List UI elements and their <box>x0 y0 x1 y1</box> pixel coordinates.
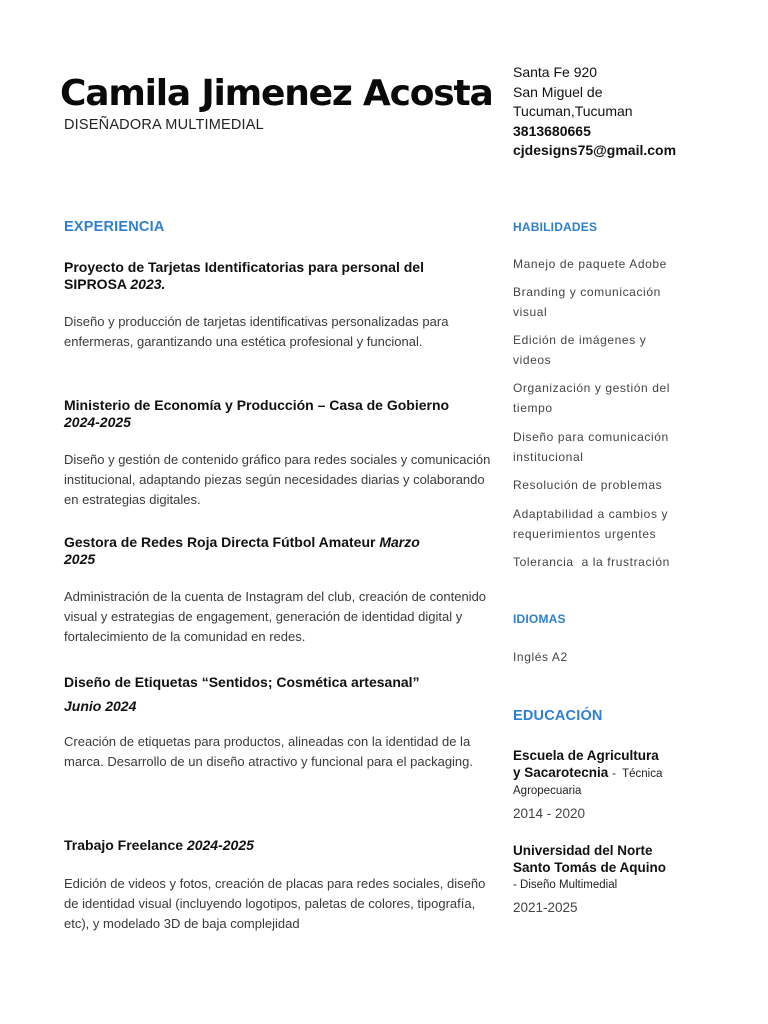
experience-description: Administración de la cuenta de Instagram del club, creación de contenido visual y estrategias de engagement, generación de identidad digital y fortalecimiento de la comunidad en redes. <box>64 589 487 644</box>
email-address: cjdesigns75@gmail.com <box>513 142 677 158</box>
experience-title-line: Trabajo Freelance <box>64 837 184 853</box>
address-line-2: San Miguel de <box>513 83 603 100</box>
experience-date: Junio 2024 <box>64 698 137 714</box>
contact-block <box>513 63 753 161</box>
address-line-3: Tucuman,Tucuman <box>513 103 633 119</box>
experience-title-line: Proyecto de Tarjetas Identificatorias para personal del <box>64 259 424 275</box>
experience-item <box>64 837 494 934</box>
experience-title-line: SIPROSA <box>64 276 127 292</box>
experience-description: Edición de videos y fotos, creación de placas para redes sociales, diseño de identidad visual (incluyendo logotipos, paletas de colores, tipografía, etc), y modelado 3D de baja complejidad <box>64 876 486 931</box>
experience-title <box>64 397 494 431</box>
experience-date: 2025 <box>64 551 96 567</box>
experience-date: 2024-2025 <box>64 414 131 430</box>
skill-item: Branding y comunicación visual <box>513 285 661 319</box>
experience-heading: EXPERIENCIA <box>64 219 165 235</box>
experience-item <box>64 534 494 647</box>
education-degree: Agropecuaria <box>513 785 582 797</box>
candidate-job-title: DISEÑADORA MULTIMEDIAL <box>64 117 264 133</box>
experience-title <box>64 259 494 293</box>
education-school-line: Universidad del Norte <box>513 843 653 858</box>
experience-date: 2023. <box>130 276 166 292</box>
skill-item: Resolución de problemas <box>513 478 663 492</box>
experience-description: Diseño y gestión de contenido gráfico para redes sociales y comunicación institucional, adaptando piezas según necesidades diarias y colaborando en estrategias digitales. <box>64 452 491 507</box>
experience-description: Diseño y producción de tarjetas identificativas personalizadas para enfermeras, garantizando una estética profesional y funcional. <box>64 314 449 349</box>
education-school-line: Santo Tomás de Aquino <box>513 860 667 875</box>
education-years: 2014 - 2020 <box>513 806 586 821</box>
experience-date: Marzo <box>379 534 420 550</box>
skill-item: Edición de imágenes y videos <box>513 333 647 367</box>
skills-heading: HABILIDADES <box>513 220 598 234</box>
education-school-line: y Sacarotecnia <box>513 765 609 780</box>
education-school-line: Escuela de Agricultura <box>513 748 659 763</box>
experience-title <box>64 670 494 718</box>
experience-title-line: Gestora de Redes Roja Directa Fútbol Amateur <box>64 534 376 550</box>
experience-description: Creación de etiquetas para productos, alineadas con la identidad de la marca. Desarrollo de un diseño atractivo y funcional para el packaging. <box>64 734 474 769</box>
education-degree: - Diseño Multimedial <box>513 879 618 891</box>
education-heading: EDUCACIÓN <box>513 708 603 724</box>
education-item <box>513 747 753 821</box>
education-school <box>513 747 753 783</box>
skill-item: Organización y gestión del tiempo <box>513 381 671 415</box>
education-degree: - Técnica <box>612 768 663 780</box>
education-item <box>513 842 753 915</box>
languages-heading: IDIOMAS <box>513 612 566 626</box>
skill-item: Diseño para comunicación institucional <box>513 430 669 464</box>
skill-item: Adaptabilidad a cambios y requerimientos urgentes <box>513 507 669 541</box>
education-years: 2021-2025 <box>513 900 578 915</box>
skill-item: Manejo de paquete Adobe <box>513 257 667 271</box>
experience-title <box>64 837 494 854</box>
language-item: Inglés A2 <box>513 650 568 664</box>
experience-title <box>64 534 494 568</box>
experience-item <box>64 259 494 352</box>
experience-item <box>64 397 494 510</box>
address-line-1: Santa Fe 920 <box>513 64 598 80</box>
phone-number: 3813680665 <box>513 122 591 139</box>
education-school <box>513 842 753 876</box>
experience-item <box>64 670 494 772</box>
experience-title-line: Ministerio de Economía y Producción – Casa de Gobierno <box>64 397 450 413</box>
experience-date: 2024-2025 <box>186 837 254 853</box>
candidate-name: Camila Jimenez Acosta <box>60 73 493 114</box>
experience-title-line: Diseño de Etiquetas “Sentidos; Cosmética artesanal” <box>64 674 420 690</box>
skill-item: Tolerancia a la frustración <box>513 555 670 569</box>
